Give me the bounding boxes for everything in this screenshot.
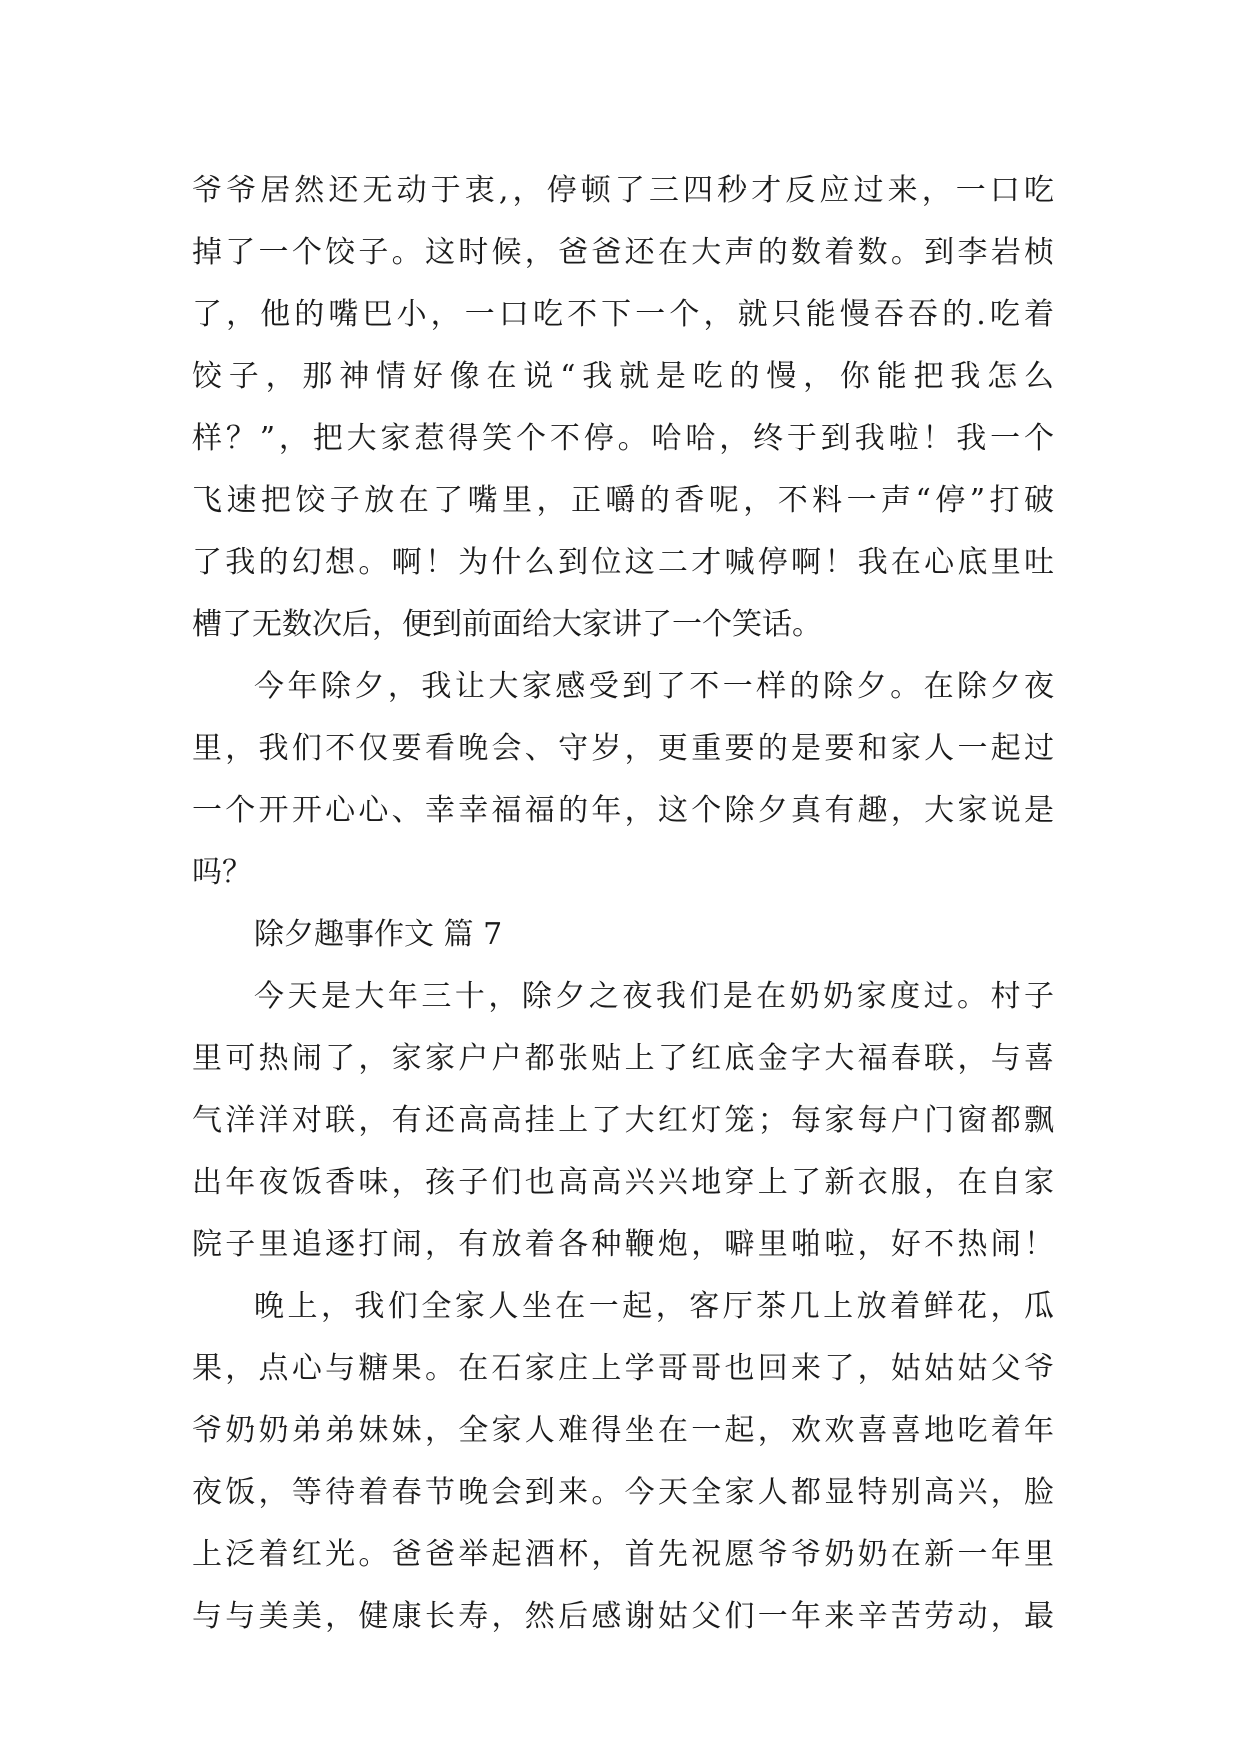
text-line: 出年夜饭香味，孩子们也高高兴兴地穿上了新衣服，在自家 <box>192 1165 1054 1200</box>
text-line: 除夕趣事作文 篇 7 <box>254 917 503 952</box>
text-line: 爷奶奶弟弟妹妹，全家人难得坐在一起，欢欢喜喜地吃着年 <box>192 1413 1054 1448</box>
text-line: 里可热闹了，家家户户都张贴上了红底金字大福春联，与喜 <box>192 1041 1054 1076</box>
text-line: 果，点心与糖果。在石家庄上学哥哥也回来了，姑姑姑父爷 <box>192 1351 1054 1386</box>
text-line: 上泛着红光。爸爸举起酒杯，首先祝愿爷爷奶奶在新一年里 <box>192 1537 1054 1572</box>
body-text <box>192 160 1054 1648</box>
text-line: 院子里追逐打闹，有放着各种鞭炮，噼里啪啦，好不热闹！ <box>192 1227 1054 1262</box>
text-line: 了我的幻想。啊！为什么到位这二才喊停啊！我在心底里吐 <box>192 545 1054 580</box>
text-line: 吗？ <box>192 855 252 890</box>
text-line: 样？”，把大家惹得笑个不停。哈哈，终于到我啦！我一个 <box>192 421 1054 456</box>
text-line: 今天是大年三十，除夕之夜我们是在奶奶家度过。村子 <box>254 979 1054 1014</box>
text-line: 里，我们不仅要看晚会、守岁，更重要的是要和家人一起过 <box>192 731 1054 766</box>
text-line: 一个开开心心、幸幸福福的年，这个除夕真有趣，大家说是 <box>192 793 1054 828</box>
text-line: 气洋洋对联，有还高高挂上了大红灯笼；每家每户门窗都飘 <box>192 1103 1054 1138</box>
text-line: 了，他的嘴巴小，一口吃不下一个，就只能慢吞吞的.吃着 <box>192 297 1054 332</box>
text-line: 爷爷居然还无动于衷,，停顿了三四秒才反应过来，一口吃 <box>192 173 1054 208</box>
text-line: 今年除夕，我让大家感受到了不一样的除夕。在除夕夜 <box>254 669 1054 704</box>
text-line: 晚上，我们全家人坐在一起，客厅茶几上放着鲜花，瓜 <box>254 1289 1054 1324</box>
text-line: 夜饭，等待着春节晚会到来。今天全家人都显特别高兴，脸 <box>192 1475 1054 1510</box>
text-line: 饺子，那神情好像在说“我就是吃的慢，你能把我怎么 <box>192 359 1054 394</box>
text-line: 槽了无数次后，便到前面给大家讲了一个笑话。 <box>192 607 822 642</box>
text-line: 掉了一个饺子。这时候，爸爸还在大声的数着数。到李岩桢 <box>192 235 1054 270</box>
text-line: 飞速把饺子放在了嘴里，正嚼的香呢，不料一声“停”打破 <box>192 483 1054 518</box>
text-line: 与与美美，健康长寿，然后感谢姑父们一年来辛苦劳动，最 <box>192 1599 1054 1634</box>
